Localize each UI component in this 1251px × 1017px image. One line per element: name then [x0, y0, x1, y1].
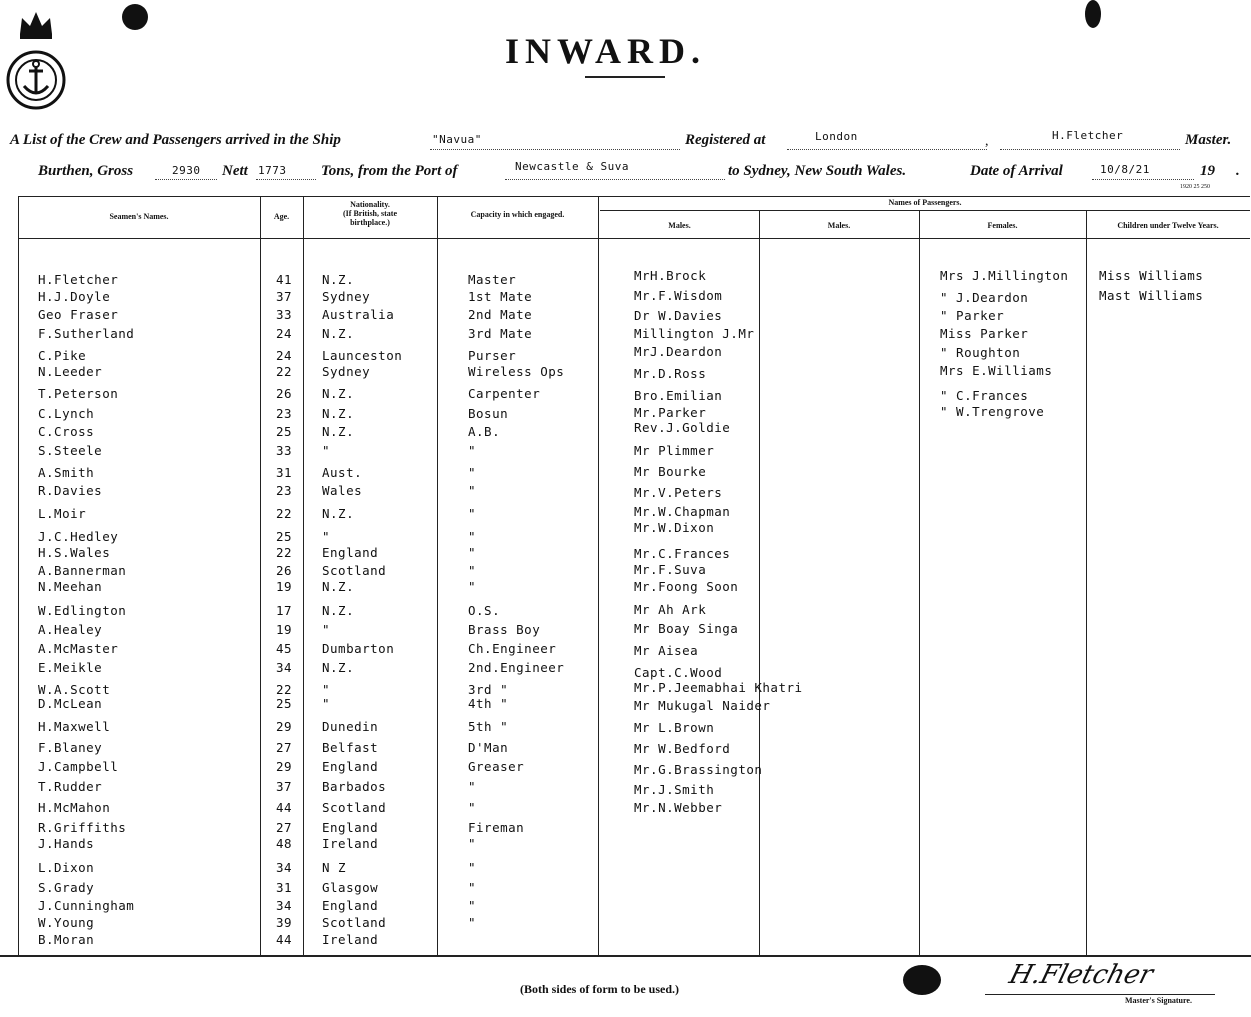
crew-capacity: A.B. — [468, 424, 501, 439]
crew-capacity: Greaser — [468, 759, 525, 774]
form-note: (Both sides of form to be used.) — [520, 982, 679, 996]
female-passenger: " J.Deardon — [940, 290, 1029, 305]
registered-label: Registered at — [685, 132, 766, 148]
crew-name: J.C.Hedley — [38, 529, 119, 544]
crew-age: 27 — [276, 820, 293, 835]
col-header-seamen: Seamen's Names. — [109, 212, 169, 221]
crew-name: L.Dixon — [38, 860, 95, 875]
male-passenger: Mr Plimmer — [634, 443, 715, 458]
crew-capacity: " — [468, 506, 477, 521]
crew-age: 44 — [276, 800, 293, 815]
crew-name: A.Smith — [38, 465, 95, 480]
crew-nationality: Wales — [322, 483, 363, 498]
child-passenger: Miss Williams — [1099, 268, 1204, 283]
crew-name: B.Moran — [38, 932, 95, 947]
registered-port: London — [815, 130, 858, 143]
crew-capacity: O.S. — [468, 603, 501, 618]
male-passenger: Rev.J.Goldie — [634, 420, 731, 435]
crew-name: C.Cross — [38, 424, 95, 439]
crew-name: R.Davies — [38, 483, 103, 498]
crew-name: S.Grady — [38, 880, 95, 895]
crew-nationality: England — [322, 545, 379, 560]
crew-nationality: N.Z. — [322, 272, 355, 287]
crew-nationality: N.Z. — [322, 326, 355, 341]
crew-age: 31 — [276, 880, 293, 895]
male-passenger: Mr.F.Suva — [634, 562, 707, 577]
crew-name: H.Maxwell — [38, 719, 111, 734]
crew-nationality: England — [322, 898, 379, 913]
crew-nationality: Launceston — [322, 348, 403, 363]
nett-tonnage: 1773 — [258, 164, 287, 177]
master-signature: H.Fletcher — [1005, 960, 1157, 990]
date-label: Date of Arrival — [970, 163, 1063, 179]
male-passenger: Dr W.Davies — [634, 308, 723, 323]
col-header-age: Age. — [273, 212, 290, 221]
crew-nationality: N.Z. — [322, 424, 355, 439]
crew-name: F.Blaney — [38, 740, 103, 755]
crew-nationality: Scotland — [322, 563, 387, 578]
crew-capacity: Brass Boy — [468, 622, 541, 637]
crew-name: H.J.Doyle — [38, 289, 111, 304]
crew-age: 37 — [276, 779, 293, 794]
col-header-males-2: Males. — [827, 221, 851, 230]
crew-capacity: Master — [468, 272, 517, 287]
male-passenger: Millington J.Mr — [634, 326, 755, 341]
crew-name: W.Edlington — [38, 603, 127, 618]
crew-capacity: D'Man — [468, 740, 509, 755]
male-passenger: Mr Boay Singa — [634, 621, 739, 636]
crew-age: 37 — [276, 289, 293, 304]
crew-name: J.Campbell — [38, 759, 119, 774]
male-passenger: Mr Mukugal Naider — [634, 698, 771, 713]
crew-age: 26 — [276, 386, 293, 401]
crew-age: 25 — [276, 424, 293, 439]
crew-nationality: Ireland — [322, 836, 379, 851]
crew-age: 19 — [276, 579, 293, 594]
comma-mark: , — [985, 134, 989, 149]
crew-age: 27 — [276, 740, 293, 755]
crew-capacity: " — [468, 836, 477, 851]
crew-age: 39 — [276, 915, 293, 930]
crew-name: E.Meikle — [38, 660, 103, 675]
male-passenger: Mr.Foong Soon — [634, 579, 739, 594]
crew-capacity: Ch.Engineer — [468, 641, 557, 656]
nett-label: Nett — [222, 163, 248, 179]
crew-age: 22 — [276, 364, 293, 379]
crew-name: A.Healey — [38, 622, 103, 637]
crew-name: F.Sutherland — [38, 326, 135, 341]
ink-blot-mark — [903, 965, 941, 995]
crew-age: 23 — [276, 483, 293, 498]
signature-label: Master's Signature. — [1125, 996, 1192, 1005]
crew-nationality: Scotland — [322, 800, 387, 815]
crew-name: A.McMaster — [38, 641, 119, 656]
crew-capacity: " — [468, 465, 477, 480]
crown-anchor-seal-icon — [4, 4, 68, 120]
crew-age: 33 — [276, 307, 293, 322]
male-passenger: Mr.W.Chapman — [634, 504, 731, 519]
crew-age: 26 — [276, 563, 293, 578]
passenger-header-rule — [600, 210, 1250, 211]
crew-capacity: " — [468, 563, 477, 578]
crew-nationality: N.Z. — [322, 579, 355, 594]
crew-nationality: N.Z. — [322, 386, 355, 401]
crew-nationality: " — [322, 696, 331, 711]
list-header-text: A List of the Crew and Passengers arrived in the Ship — [10, 132, 341, 148]
crew-name: N.Meehan — [38, 579, 103, 594]
crew-nationality: England — [322, 820, 379, 835]
year-prefix: 19 — [1200, 163, 1215, 179]
male-passenger: Mr Bourke — [634, 464, 707, 479]
crew-age: 22 — [276, 682, 293, 697]
crew-nationality: " — [322, 682, 331, 697]
gross-tonnage: 2930 — [172, 164, 201, 177]
burthen-label: Burthen, Gross — [38, 163, 134, 179]
col-header-nationality: Nationality. (If British, state birthplace.) — [343, 200, 397, 227]
crew-nationality: Dunedin — [322, 719, 379, 734]
signature-line — [985, 994, 1215, 995]
crew-nationality: N Z — [322, 860, 347, 875]
master-name: H.Fletcher — [1052, 129, 1124, 142]
crew-capacity: " — [468, 529, 477, 544]
crew-age: 29 — [276, 719, 293, 734]
male-passenger: MrJ.Deardon — [634, 344, 723, 359]
crew-capacity: " — [468, 800, 477, 815]
crew-nationality: N.Z. — [322, 660, 355, 675]
female-passenger: " Parker — [940, 308, 1005, 323]
crew-nationality: Australia — [322, 307, 395, 322]
crew-name: J.Hands — [38, 836, 95, 851]
tons-from-label: Tons, from the Port of — [321, 163, 458, 179]
male-passenger: Mr.F.Wisdom — [634, 288, 723, 303]
crew-capacity: 5th " — [468, 719, 509, 734]
male-passenger: Mr.W.Dixon — [634, 520, 715, 535]
male-passenger: Mr Aisea — [634, 643, 699, 658]
crew-capacity: Carpenter — [468, 386, 541, 401]
crew-capacity: 4th " — [468, 696, 509, 711]
period-mark: . — [1236, 163, 1240, 179]
punch-hole-mark — [122, 4, 148, 30]
crew-nationality: England — [322, 759, 379, 774]
male-passenger: Capt.C.Wood — [634, 665, 723, 680]
male-passenger: Mr.P.Jeemabhai Khatri — [634, 680, 803, 695]
crew-capacity: " — [468, 483, 477, 498]
crew-name: H.S.Wales — [38, 545, 111, 560]
page-title: INWARD. — [505, 31, 707, 71]
crew-capacity: 2nd Mate — [468, 307, 533, 322]
crew-nationality: " — [322, 443, 331, 458]
arrival-date: 10/8/21 — [1100, 163, 1150, 176]
crew-nationality: Aust. — [322, 465, 363, 480]
crew-name: W.A.Scott — [38, 682, 111, 697]
female-passenger: " W.Trengrove — [940, 404, 1045, 419]
crew-age: 25 — [276, 529, 293, 544]
crew-capacity: " — [468, 443, 477, 458]
crew-name: L.Moir — [38, 506, 87, 521]
crew-age: 34 — [276, 898, 293, 913]
crew-capacity: " — [468, 545, 477, 560]
crew-name: C.Lynch — [38, 406, 95, 421]
crew-nationality: Belfast — [322, 740, 379, 755]
male-passenger: Mr L.Brown — [634, 720, 715, 735]
col-header-passengers: Names of Passengers. — [888, 198, 962, 207]
crew-nationality: N.Z. — [322, 506, 355, 521]
crew-age: 34 — [276, 860, 293, 875]
crew-capacity: 1st Mate — [468, 289, 533, 304]
male-passenger: Bro.Emilian — [634, 388, 723, 403]
female-passenger: Mrs E.Williams — [940, 363, 1053, 378]
male-passenger: Mr.V.Peters — [634, 485, 723, 500]
crew-name: D.McLean — [38, 696, 103, 711]
punch-hole-mark — [1085, 0, 1101, 28]
crew-nationality: " — [322, 529, 331, 544]
male-passenger: Mr.G.Brassington — [634, 762, 763, 777]
male-passenger: Mr.Parker — [634, 405, 707, 420]
crew-nationality: N.Z. — [322, 406, 355, 421]
crew-capacity: " — [468, 898, 477, 913]
crew-age: 22 — [276, 545, 293, 560]
col-header-females: Females. — [987, 221, 1018, 230]
crew-age: 22 — [276, 506, 293, 521]
crew-age: 25 — [276, 696, 293, 711]
male-passenger: Mr W.Bedford — [634, 741, 731, 756]
female-passenger: " Roughton — [940, 345, 1021, 360]
female-passenger: Mrs J.Millington — [940, 268, 1069, 283]
crew-name: T.Rudder — [38, 779, 103, 794]
female-passenger: Miss Parker — [940, 326, 1029, 341]
crew-nationality: N.Z. — [322, 603, 355, 618]
crew-name: R.Griffiths — [38, 820, 127, 835]
male-passenger: Mr.J.Smith — [634, 782, 715, 797]
crew-age: 24 — [276, 348, 293, 363]
male-passenger: Mr Ah Ark — [634, 602, 707, 617]
master-label: Master. — [1185, 132, 1232, 148]
crew-name: J.Cunningham — [38, 898, 135, 913]
male-passenger: MrH.Brock — [634, 268, 707, 283]
crew-capacity: " — [468, 579, 477, 594]
crew-nationality: Sydney — [322, 364, 371, 379]
crew-capacity: " — [468, 880, 477, 895]
crew-name: H.Fletcher — [38, 272, 119, 287]
crew-capacity: 3rd Mate — [468, 326, 533, 341]
crew-name: A.Bannerman — [38, 563, 127, 578]
crew-nationality: Barbados — [322, 779, 387, 794]
crew-capacity: Purser — [468, 348, 517, 363]
crew-capacity: " — [468, 779, 477, 794]
crew-name: C.Pike — [38, 348, 87, 363]
crew-capacity: 2nd.Engineer — [468, 660, 565, 675]
destination-label: to Sydney, New South Wales. — [728, 163, 907, 179]
crew-nationality: Glasgow — [322, 880, 379, 895]
col-header-males-1: Males. — [668, 221, 691, 230]
crew-nationality: Scotland — [322, 915, 387, 930]
female-passenger: " C.Frances — [940, 388, 1029, 403]
form-code: 1920 25 250 — [1180, 184, 1210, 190]
title-underline — [585, 76, 665, 78]
male-passenger: Mr.N.Webber — [634, 800, 723, 815]
crew-age: 34 — [276, 660, 293, 675]
crew-name: S.Steele — [38, 443, 103, 458]
male-passenger: Mr.D.Ross — [634, 366, 707, 381]
crew-age: 23 — [276, 406, 293, 421]
col-header-children: Children under Twelve Years. — [1117, 221, 1219, 230]
crew-nationality: " — [322, 622, 331, 637]
crew-age: 24 — [276, 326, 293, 341]
crew-nationality: Dumbarton — [322, 641, 395, 656]
crew-nationality: Ireland — [322, 932, 379, 947]
ship-name: "Navua" — [432, 133, 482, 146]
crew-age: 29 — [276, 759, 293, 774]
male-passenger: Mr.C.Frances — [634, 546, 731, 561]
crew-age: 33 — [276, 443, 293, 458]
header-bottom-rule — [18, 238, 1250, 239]
crew-age: 31 — [276, 465, 293, 480]
crew-capacity: Bosun — [468, 406, 509, 421]
crew-name: T.Peterson — [38, 386, 119, 401]
crew-capacity: " — [468, 915, 477, 930]
crew-age: 45 — [276, 641, 293, 656]
table-top-rule — [18, 196, 1250, 197]
child-passenger: Mast Williams — [1099, 288, 1204, 303]
table-bottom-rule — [0, 955, 1251, 957]
crew-age: 19 — [276, 622, 293, 637]
crew-name: W.Young — [38, 915, 95, 930]
crew-age: 48 — [276, 836, 293, 851]
crew-age: 17 — [276, 603, 293, 618]
crew-age: 44 — [276, 932, 293, 947]
crew-age: 41 — [276, 272, 293, 287]
col-header-capacity: Capacity in which engaged. — [470, 210, 565, 219]
crew-capacity: 3rd " — [468, 682, 509, 697]
crew-name: H.McMahon — [38, 800, 111, 815]
crew-name: Geo Fraser — [38, 307, 119, 322]
from-port: Newcastle & Suva — [515, 160, 629, 173]
crew-capacity: Wireless Ops — [468, 364, 565, 379]
crew-capacity: Fireman — [468, 820, 525, 835]
crew-capacity: " — [468, 860, 477, 875]
crew-name: N.Leeder — [38, 364, 103, 379]
crew-nationality: Sydney — [322, 289, 371, 304]
